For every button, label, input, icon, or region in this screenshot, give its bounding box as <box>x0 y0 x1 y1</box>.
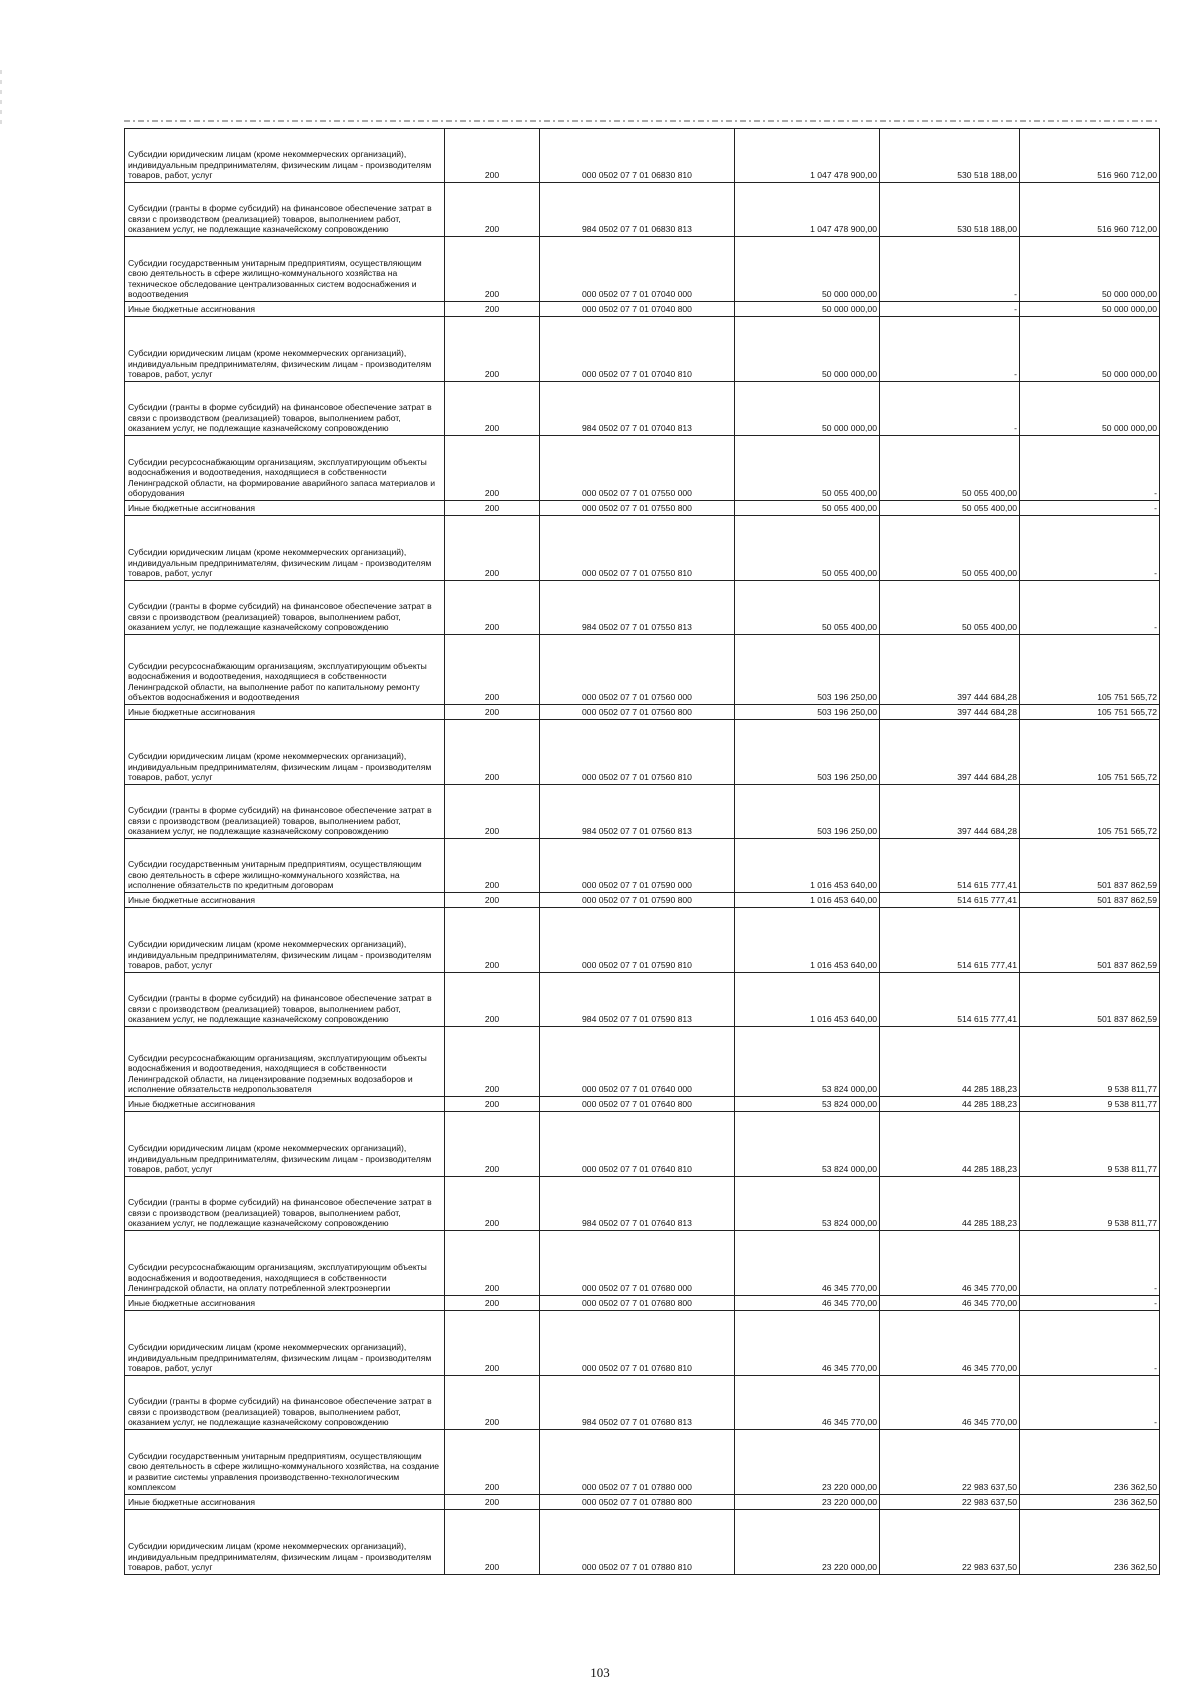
approved-amount: 1 016 453 640,00 <box>735 973 880 1027</box>
table-row <box>125 1177 1160 1231</box>
approved-amount: 53 824 000,00 <box>735 1177 880 1231</box>
unexecuted-amount: 501 837 862,59 <box>1020 973 1160 1027</box>
row-name: Субсидии (гранты в форме субсидий) на финансовое обеспечение затрат в связи с производством (реализацией) товаров, выполнением работ, оказанием услуг, не подлежащие казначейскому сопровождению <box>125 183 445 237</box>
table-row <box>125 635 1160 705</box>
unexecuted-amount: 501 837 862,59 <box>1020 908 1160 973</box>
budget-classification-code: 000 0502 07 7 01 07640 810 <box>540 1112 735 1177</box>
executed-amount: - <box>880 317 1020 382</box>
approved-amount: 1 047 478 900,00 <box>735 129 880 183</box>
unexecuted-amount: 50 000 000,00 <box>1020 302 1160 317</box>
executed-amount: 397 444 684,28 <box>880 635 1020 705</box>
budget-classification-code: 000 0502 07 7 01 07560 810 <box>540 720 735 785</box>
row-name: Субсидии юридическим лицам (кроме некоммерческих организаций), индивидуальным предпринимателям, физическим лицам - производителям товаров, работ, услуг <box>125 1311 445 1376</box>
unexecuted-amount: 501 837 862,59 <box>1020 839 1160 893</box>
approved-amount: 503 196 250,00 <box>735 785 880 839</box>
executed-amount: 530 518 188,00 <box>880 129 1020 183</box>
budget-classification-code: 000 0502 07 7 01 07680 000 <box>540 1231 735 1296</box>
line-code: 200 <box>445 1430 540 1495</box>
unexecuted-amount: 50 000 000,00 <box>1020 317 1160 382</box>
budget-classification-code: 984 0502 07 7 01 07640 813 <box>540 1177 735 1231</box>
table-row <box>125 1311 1160 1376</box>
page-number: 103 <box>590 1665 610 1680</box>
unexecuted-amount: 50 000 000,00 <box>1020 382 1160 436</box>
row-name: Иные бюджетные ассигнования <box>125 302 445 317</box>
table-row <box>125 705 1160 720</box>
executed-amount: 397 444 684,28 <box>880 705 1020 720</box>
row-name: Иные бюджетные ассигнования <box>125 1097 445 1112</box>
unexecuted-amount: 105 751 565,72 <box>1020 635 1160 705</box>
table-row <box>125 183 1160 237</box>
approved-amount: 1 016 453 640,00 <box>735 908 880 973</box>
approved-amount: 53 824 000,00 <box>735 1097 880 1112</box>
approved-amount: 46 345 770,00 <box>735 1296 880 1311</box>
unexecuted-amount: 9 538 811,77 <box>1020 1177 1160 1231</box>
approved-amount: 23 220 000,00 <box>735 1495 880 1510</box>
line-code: 200 <box>445 635 540 705</box>
unexecuted-amount: 105 751 565,72 <box>1020 705 1160 720</box>
approved-amount: 50 000 000,00 <box>735 382 880 436</box>
line-code: 200 <box>445 129 540 183</box>
line-code: 200 <box>445 581 540 635</box>
unexecuted-amount: 9 538 811,77 <box>1020 1112 1160 1177</box>
table-row <box>125 382 1160 436</box>
executed-amount: 44 285 188,23 <box>880 1097 1020 1112</box>
unexecuted-amount: - <box>1020 1296 1160 1311</box>
row-name: Иные бюджетные ассигнования <box>125 893 445 908</box>
row-name: Субсидии (гранты в форме субсидий) на финансовое обеспечение затрат в связи с производством (реализацией) товаров, выполнением работ, оказанием услуг, не подлежащие казначейскому сопровождению <box>125 1376 445 1430</box>
row-name: Субсидии ресурсоснабжающим организациям, эксплуатирующим объекты водоснабжения и водоотведения, находящиеся в собственности Ленинградской области, на лицензирование подземных водозаборов и исполнение обязательств недропользователя <box>125 1027 445 1097</box>
row-name: Субсидии (гранты в форме субсидий) на финансовое обеспечение затрат в связи с производством (реализацией) товаров, выполнением работ, оказанием услуг, не подлежащие казначейскому сопровождению <box>125 581 445 635</box>
table-row <box>125 1097 1160 1112</box>
row-name: Субсидии ресурсоснабжающим организациям, эксплуатирующим объекты водоснабжения и водоотведения, находящиеся в собственности Ленинградской области, на выполнение работ по капитальному ремонту объектов водоснабжения и водоотведения <box>125 635 445 705</box>
approved-amount: 50 055 400,00 <box>735 516 880 581</box>
unexecuted-amount: 236 362,50 <box>1020 1430 1160 1495</box>
budget-classification-code: 000 0502 07 7 01 07880 800 <box>540 1495 735 1510</box>
unexecuted-amount: 9 538 811,77 <box>1020 1097 1160 1112</box>
table-row <box>125 302 1160 317</box>
budget-classification-code: 000 0502 07 7 01 07550 000 <box>540 436 735 501</box>
row-name: Субсидии государственным унитарным предприятиям, осуществляющим свою деятельность в сфере жилищно-коммунального хозяйства, на создание и развитие системы управления производственно-технологическим комплексом <box>125 1430 445 1495</box>
line-code: 200 <box>445 1112 540 1177</box>
unexecuted-amount: 236 362,50 <box>1020 1510 1160 1575</box>
line-code: 200 <box>445 893 540 908</box>
unexecuted-amount: 105 751 565,72 <box>1020 720 1160 785</box>
budget-classification-code: 984 0502 07 7 01 07590 813 <box>540 973 735 1027</box>
row-name: Субсидии юридическим лицам (кроме некоммерческих организаций), индивидуальным предпринимателям, физическим лицам - производителям товаров, работ, услуг <box>125 1112 445 1177</box>
unexecuted-amount: 516 960 712,00 <box>1020 183 1160 237</box>
executed-amount: 50 055 400,00 <box>880 436 1020 501</box>
approved-amount: 1 016 453 640,00 <box>735 893 880 908</box>
table-row <box>125 1430 1160 1495</box>
budget-classification-code: 000 0502 07 7 01 07680 800 <box>540 1296 735 1311</box>
row-name: Субсидии ресурсоснабжающим организациям, эксплуатирующим объекты водоснабжения и водоотведения, находящиеся в собственности Ленинградской области, на формирование аварийного запаса материалов и оборудования <box>125 436 445 501</box>
line-code: 200 <box>445 1376 540 1430</box>
unexecuted-amount: 516 960 712,00 <box>1020 129 1160 183</box>
line-code: 200 <box>445 382 540 436</box>
line-code: 200 <box>445 785 540 839</box>
approved-amount: 50 000 000,00 <box>735 317 880 382</box>
unexecuted-amount: 9 538 811,77 <box>1020 1027 1160 1097</box>
unexecuted-amount: - <box>1020 501 1160 516</box>
table-row <box>125 436 1160 501</box>
line-code: 200 <box>445 720 540 785</box>
budget-classification-code: 000 0502 07 7 01 07040 810 <box>540 317 735 382</box>
budget-classification-code: 000 0502 07 7 01 07550 810 <box>540 516 735 581</box>
table-row <box>125 1027 1160 1097</box>
approved-amount: 503 196 250,00 <box>735 705 880 720</box>
approved-amount: 23 220 000,00 <box>735 1510 880 1575</box>
line-code: 200 <box>445 839 540 893</box>
table-row <box>125 1112 1160 1177</box>
budget-classification-code: 984 0502 07 7 01 07680 813 <box>540 1376 735 1430</box>
executed-amount: 50 055 400,00 <box>880 516 1020 581</box>
approved-amount: 50 000 000,00 <box>735 237 880 302</box>
row-name: Субсидии юридическим лицам (кроме некоммерческих организаций), индивидуальным предпринимателям, физическим лицам - производителям товаров, работ, услуг <box>125 129 445 183</box>
table-row <box>125 501 1160 516</box>
executed-amount: 514 615 777,41 <box>880 973 1020 1027</box>
row-name: Иные бюджетные ассигнования <box>125 705 445 720</box>
budget-classification-code: 000 0502 07 7 01 07040 000 <box>540 237 735 302</box>
approved-amount: 50 055 400,00 <box>735 581 880 635</box>
line-code: 200 <box>445 908 540 973</box>
budget-classification-code: 000 0502 07 7 01 07640 000 <box>540 1027 735 1097</box>
scan-edge-marks <box>0 0 1200 130</box>
budget-classification-code: 000 0502 07 7 01 06830 810 <box>540 129 735 183</box>
executed-amount: 44 285 188,23 <box>880 1112 1020 1177</box>
executed-amount: 46 345 770,00 <box>880 1376 1020 1430</box>
line-code: 200 <box>445 317 540 382</box>
table-row <box>125 237 1160 302</box>
budget-classification-code: 984 0502 07 7 01 07550 813 <box>540 581 735 635</box>
executed-amount: 22 983 637,50 <box>880 1495 1020 1510</box>
unexecuted-amount: 236 362,50 <box>1020 1495 1160 1510</box>
approved-amount: 46 345 770,00 <box>735 1231 880 1296</box>
budget-classification-code: 000 0502 07 7 01 07880 000 <box>540 1430 735 1495</box>
executed-amount: 46 345 770,00 <box>880 1296 1020 1311</box>
row-name: Субсидии государственным унитарным предприятиям, осуществляющим свою деятельность в сфере жилищно-коммунального хозяйства на техническое обследование централизованных систем водоснабжения и водоотведения <box>125 237 445 302</box>
executed-amount: - <box>880 382 1020 436</box>
table-row <box>125 720 1160 785</box>
table-row <box>125 973 1160 1027</box>
unexecuted-amount: - <box>1020 436 1160 501</box>
line-code: 200 <box>445 705 540 720</box>
approved-amount: 50 055 400,00 <box>735 501 880 516</box>
budget-execution-table <box>124 128 1160 1575</box>
line-code: 200 <box>445 1177 540 1231</box>
approved-amount: 1 047 478 900,00 <box>735 183 880 237</box>
unexecuted-amount: 50 000 000,00 <box>1020 237 1160 302</box>
line-code: 200 <box>445 1510 540 1575</box>
line-code: 200 <box>445 183 540 237</box>
table-row <box>125 516 1160 581</box>
budget-classification-code: 000 0502 07 7 01 07640 800 <box>540 1097 735 1112</box>
executed-amount: 514 615 777,41 <box>880 893 1020 908</box>
row-name: Субсидии юридическим лицам (кроме некоммерческих организаций), индивидуальным предпринимателям, физическим лицам - производителям товаров, работ, услуг <box>125 908 445 973</box>
budget-classification-code: 000 0502 07 7 01 07040 800 <box>540 302 735 317</box>
table-row <box>125 581 1160 635</box>
approved-amount: 23 220 000,00 <box>735 1430 880 1495</box>
unexecuted-amount: - <box>1020 1376 1160 1430</box>
executed-amount: 514 615 777,41 <box>880 839 1020 893</box>
row-name: Субсидии (гранты в форме субсидий) на финансовое обеспечение затрат в связи с производством (реализацией) товаров, выполнением работ, оказанием услуг, не подлежащие казначейскому сопровождению <box>125 382 445 436</box>
unexecuted-amount: - <box>1020 1231 1160 1296</box>
unexecuted-amount: - <box>1020 1311 1160 1376</box>
executed-amount: - <box>880 237 1020 302</box>
budget-classification-code: 000 0502 07 7 01 07880 810 <box>540 1510 735 1575</box>
executed-amount: 22 983 637,50 <box>880 1510 1020 1575</box>
line-code: 200 <box>445 1311 540 1376</box>
row-name: Иные бюджетные ассигнования <box>125 501 445 516</box>
line-code: 200 <box>445 1027 540 1097</box>
approved-amount: 503 196 250,00 <box>735 635 880 705</box>
line-code: 200 <box>445 1097 540 1112</box>
budget-classification-code: 984 0502 07 7 01 07560 813 <box>540 785 735 839</box>
unexecuted-amount: 501 837 862,59 <box>1020 893 1160 908</box>
budget-classification-code: 984 0502 07 7 01 06830 813 <box>540 183 735 237</box>
approved-amount: 53 824 000,00 <box>735 1027 880 1097</box>
row-name: Субсидии юридическим лицам (кроме некоммерческих организаций), индивидуальным предпринимателям, физическим лицам - производителям товаров, работ, услуг <box>125 1510 445 1575</box>
approved-amount: 53 824 000,00 <box>735 1112 880 1177</box>
line-code: 200 <box>445 516 540 581</box>
line-code: 200 <box>445 973 540 1027</box>
executed-amount: 397 444 684,28 <box>880 720 1020 785</box>
line-code: 200 <box>445 237 540 302</box>
line-code: 200 <box>445 302 540 317</box>
table-row <box>125 785 1160 839</box>
row-name: Субсидии (гранты в форме субсидий) на финансовое обеспечение затрат в связи с производством (реализацией) товаров, выполнением работ, оказанием услуг, не подлежащие казначейскому сопровождению <box>125 973 445 1027</box>
table-row <box>125 893 1160 908</box>
executed-amount: 46 345 770,00 <box>880 1311 1020 1376</box>
budget-classification-code: 000 0502 07 7 01 07680 810 <box>540 1311 735 1376</box>
row-name: Субсидии юридическим лицам (кроме некоммерческих организаций), индивидуальным предпринимателям, физическим лицам - производителям товаров, работ, услуг <box>125 317 445 382</box>
approved-amount: 46 345 770,00 <box>735 1376 880 1430</box>
table-row <box>125 1296 1160 1311</box>
table-row <box>125 317 1160 382</box>
budget-classification-code: 000 0502 07 7 01 07560 800 <box>540 705 735 720</box>
table-row <box>125 1495 1160 1510</box>
executed-amount: 50 055 400,00 <box>880 581 1020 635</box>
executed-amount: 530 518 188,00 <box>880 183 1020 237</box>
row-name: Субсидии государственным унитарным предприятиям, осуществляющим свою деятельность в сфере жилищно-коммунального хозяйства, на исполнение обязательств по кредитным договорам <box>125 839 445 893</box>
unexecuted-amount: - <box>1020 581 1160 635</box>
line-code: 200 <box>445 1231 540 1296</box>
approved-amount: 503 196 250,00 <box>735 720 880 785</box>
table-row <box>125 129 1160 183</box>
approved-amount: 50 055 400,00 <box>735 436 880 501</box>
line-code: 200 <box>445 436 540 501</box>
line-code: 200 <box>445 1296 540 1311</box>
line-code: 200 <box>445 501 540 516</box>
row-name: Субсидии (гранты в форме субсидий) на финансовое обеспечение затрат в связи с производством (реализацией) товаров, выполнением работ, оказанием услуг, не подлежащие казначейскому сопровождению <box>125 1177 445 1231</box>
table-row <box>125 1510 1160 1575</box>
executed-amount: 22 983 637,50 <box>880 1430 1020 1495</box>
executed-amount: 46 345 770,00 <box>880 1231 1020 1296</box>
row-name: Иные бюджетные ассигнования <box>125 1296 445 1311</box>
budget-classification-code: 984 0502 07 7 01 07040 813 <box>540 382 735 436</box>
approved-amount: 50 000 000,00 <box>735 302 880 317</box>
row-name: Иные бюджетные ассигнования <box>125 1495 445 1510</box>
row-name: Субсидии юридическим лицам (кроме некоммерческих организаций), индивидуальным предпринимателям, физическим лицам - производителям товаров, работ, услуг <box>125 516 445 581</box>
executed-amount: 50 055 400,00 <box>880 501 1020 516</box>
unexecuted-amount: 105 751 565,72 <box>1020 785 1160 839</box>
row-name: Субсидии ресурсоснабжающим организациям, эксплуатирующим объекты водоснабжения и водоотведения, находящиеся в собственности Ленинградской области, на оплату потребленной электроэнергии <box>125 1231 445 1296</box>
table-body <box>125 129 1160 1575</box>
budget-classification-code: 000 0502 07 7 01 07550 800 <box>540 501 735 516</box>
executed-amount: 397 444 684,28 <box>880 785 1020 839</box>
budget-classification-code: 000 0502 07 7 01 07560 000 <box>540 635 735 705</box>
table-row <box>125 1376 1160 1430</box>
unexecuted-amount: - <box>1020 516 1160 581</box>
approved-amount: 1 016 453 640,00 <box>735 839 880 893</box>
executed-amount: 44 285 188,23 <box>880 1177 1020 1231</box>
executed-amount: 44 285 188,23 <box>880 1027 1020 1097</box>
budget-classification-code: 000 0502 07 7 01 07590 810 <box>540 908 735 973</box>
table-row <box>125 908 1160 973</box>
executed-amount: 514 615 777,41 <box>880 908 1020 973</box>
table-row <box>125 1231 1160 1296</box>
budget-classification-code: 000 0502 07 7 01 07590 800 <box>540 893 735 908</box>
row-name: Субсидии юридическим лицам (кроме некоммерческих организаций), индивидуальным предпринимателям, физическим лицам - производителям товаров, работ, услуг <box>125 720 445 785</box>
line-code: 200 <box>445 1495 540 1510</box>
table-row <box>125 839 1160 893</box>
row-name: Субсидии (гранты в форме субсидий) на финансовое обеспечение затрат в связи с производством (реализацией) товаров, выполнением работ, оказанием услуг, не подлежащие казначейскому сопровождению <box>125 785 445 839</box>
executed-amount: - <box>880 302 1020 317</box>
budget-classification-code: 000 0502 07 7 01 07590 000 <box>540 839 735 893</box>
approved-amount: 46 345 770,00 <box>735 1311 880 1376</box>
